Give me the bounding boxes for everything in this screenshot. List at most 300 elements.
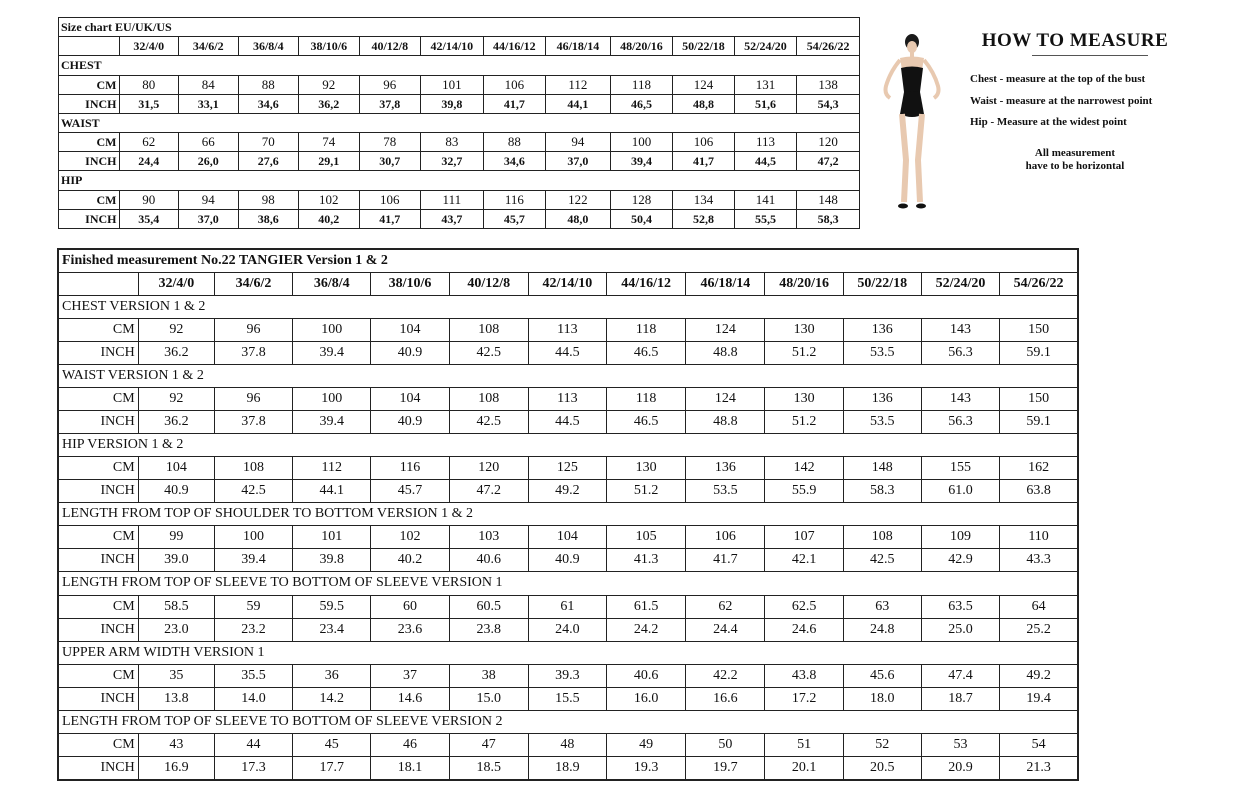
table-cell: 24.0 xyxy=(528,618,606,641)
unit-label: CM xyxy=(58,388,138,411)
table-cell: 110 xyxy=(1000,526,1078,549)
size-header-cell: 34/6/2 xyxy=(214,273,292,296)
table-cell: 23.8 xyxy=(449,618,528,641)
table-cell: 42.5 xyxy=(449,342,528,365)
size-header-cell: 40/12/8 xyxy=(359,37,421,56)
table-cell: 98 xyxy=(238,190,299,209)
unit-label: INCH xyxy=(58,549,138,572)
table-cell: 18.5 xyxy=(449,756,528,780)
table-cell: 62.5 xyxy=(765,595,843,618)
table-cell: 118 xyxy=(607,388,686,411)
size-header-corner xyxy=(58,273,138,296)
section-label: CHEST VERSION 1 & 2 xyxy=(58,296,1078,319)
table-cell: 48,0 xyxy=(546,209,611,228)
table-cell: 13.8 xyxy=(138,687,214,710)
table-cell: 36,2 xyxy=(299,94,360,113)
table-cell: 46,5 xyxy=(610,94,673,113)
section-label: WAIST VERSION 1 & 2 xyxy=(58,365,1078,388)
table-cell: 101 xyxy=(421,75,484,94)
table-cell: 53.5 xyxy=(843,411,921,434)
section-row xyxy=(58,434,1078,457)
table-cell: 17.7 xyxy=(293,756,371,780)
table-cell: 52 xyxy=(843,733,921,756)
table-cell: 92 xyxy=(138,319,214,342)
table-row xyxy=(59,94,860,113)
section-row xyxy=(59,171,860,190)
unit-label: CM xyxy=(58,733,138,756)
table-cell: 84 xyxy=(179,75,239,94)
table-cell: 49.2 xyxy=(1000,664,1078,687)
table-cell: 43 xyxy=(138,733,214,756)
table-cell: 43,7 xyxy=(421,209,484,228)
table-cell: 41,7 xyxy=(673,152,735,171)
unit-label: INCH xyxy=(59,209,120,228)
table-cell: 48,8 xyxy=(673,94,735,113)
table-cell: 113 xyxy=(528,319,606,342)
table-cell: 64 xyxy=(1000,595,1078,618)
table-cell: 48 xyxy=(528,733,606,756)
table-cell: 118 xyxy=(607,319,686,342)
table-cell: 45.7 xyxy=(371,480,449,503)
table-row xyxy=(59,190,860,209)
table-cell: 43.8 xyxy=(765,664,843,687)
table-row xyxy=(58,457,1078,480)
table-cell: 39.0 xyxy=(138,549,214,572)
table-row xyxy=(58,664,1078,687)
table-cell: 16.9 xyxy=(138,756,214,780)
table-cell: 44.5 xyxy=(528,411,606,434)
waist-instruction: Waist - measure at the narrowest point xyxy=(970,95,1153,107)
table-row xyxy=(58,319,1078,342)
table-cell: 23.6 xyxy=(371,618,449,641)
table-cell: 14.2 xyxy=(293,687,371,710)
table-cell: 15.5 xyxy=(528,687,606,710)
table-cell: 34,6 xyxy=(483,152,546,171)
size-header-cell: 32/4/0 xyxy=(119,37,179,56)
table-cell: 131 xyxy=(734,75,797,94)
size-header-cell: 36/8/4 xyxy=(293,273,371,296)
table-cell: 155 xyxy=(921,457,999,480)
table-cell: 19.7 xyxy=(686,756,765,780)
table-cell: 130 xyxy=(765,388,843,411)
table-cell: 113 xyxy=(734,133,797,152)
table-cell: 46.5 xyxy=(607,342,686,365)
table-row xyxy=(58,526,1078,549)
section-label: LENGTH FROM TOP OF SLEEVE TO BOTTOM OF SLEEVE VERSION 2 xyxy=(58,710,1078,733)
table-cell: 42.9 xyxy=(921,549,999,572)
table-cell: 23.2 xyxy=(214,618,292,641)
table-cell: 78 xyxy=(359,133,421,152)
table-cell: 31,5 xyxy=(119,94,179,113)
section-label: CHEST xyxy=(59,56,860,75)
table-cell: 51 xyxy=(765,733,843,756)
table-cell: 42.5 xyxy=(449,411,528,434)
section-row xyxy=(59,56,860,75)
table-row xyxy=(58,595,1078,618)
table-cell: 108 xyxy=(843,526,921,549)
size-header-cell: 46/18/14 xyxy=(686,273,765,296)
size-header-cell: 50/22/18 xyxy=(673,37,735,56)
table-cell: 116 xyxy=(483,190,546,209)
size-header-cell: 42/14/10 xyxy=(421,37,484,56)
table-cell: 111 xyxy=(421,190,484,209)
table-cell: 42.5 xyxy=(843,549,921,572)
table-cell: 130 xyxy=(765,319,843,342)
table-cell: 37 xyxy=(371,664,449,687)
table-cell: 29,1 xyxy=(299,152,360,171)
table-cell: 62 xyxy=(686,595,765,618)
table-cell: 50 xyxy=(686,733,765,756)
table-cell: 60.5 xyxy=(449,595,528,618)
table-cell: 136 xyxy=(686,457,765,480)
table-cell: 59.1 xyxy=(1000,342,1078,365)
unit-label: CM xyxy=(58,664,138,687)
table-cell: 59 xyxy=(214,595,292,618)
table-cell: 108 xyxy=(214,457,292,480)
section-label: LENGTH FROM TOP OF SLEEVE TO BOTTOM OF SLEEVE VERSION 1 xyxy=(58,572,1078,595)
table-cell: 96 xyxy=(359,75,421,94)
table-cell: 17.2 xyxy=(765,687,843,710)
table-cell: 46 xyxy=(371,733,449,756)
table-cell: 39.8 xyxy=(293,549,371,572)
table-cell: 136 xyxy=(843,319,921,342)
table-cell: 105 xyxy=(607,526,686,549)
unit-label: INCH xyxy=(58,618,138,641)
table-cell: 55.9 xyxy=(765,480,843,503)
table-row xyxy=(59,209,860,228)
table-cell: 63.8 xyxy=(1000,480,1078,503)
table-cell: 51.2 xyxy=(765,411,843,434)
table-cell: 14.0 xyxy=(214,687,292,710)
table-cell: 112 xyxy=(546,75,611,94)
unit-label: INCH xyxy=(58,756,138,780)
table-cell: 124 xyxy=(673,75,735,94)
size-header-cell: 54/26/22 xyxy=(797,37,860,56)
table-cell: 104 xyxy=(371,388,449,411)
size-header-cell: 44/16/12 xyxy=(483,37,546,56)
table-title-row xyxy=(59,18,860,37)
size-header-cell: 50/22/18 xyxy=(843,273,921,296)
table-cell: 42.5 xyxy=(214,480,292,503)
table-cell: 39.4 xyxy=(293,411,371,434)
table-cell: 51.2 xyxy=(607,480,686,503)
table-cell: 26,0 xyxy=(179,152,239,171)
section-label: LENGTH FROM TOP OF SHOULDER TO BOTTOM VERSION 1 & 2 xyxy=(58,503,1078,526)
size-header-cell: 48/20/16 xyxy=(765,273,843,296)
table-cell: 90 xyxy=(119,190,179,209)
table-cell: 92 xyxy=(299,75,360,94)
table-row xyxy=(58,480,1078,503)
table-cell: 51.2 xyxy=(765,342,843,365)
table-cell: 16.6 xyxy=(686,687,765,710)
chest-instruction: Chest - measure at the top of the bust xyxy=(970,73,1146,85)
table-cell: 43.3 xyxy=(1000,549,1078,572)
table-cell: 128 xyxy=(610,190,673,209)
table-cell: 125 xyxy=(528,457,606,480)
table-cell: 66 xyxy=(179,133,239,152)
section-row xyxy=(59,113,860,132)
table-cell: 37.8 xyxy=(214,342,292,365)
table-cell: 100 xyxy=(214,526,292,549)
unit-label: INCH xyxy=(59,152,120,171)
table-cell: 47.2 xyxy=(449,480,528,503)
table-row xyxy=(58,388,1078,411)
table-cell: 106 xyxy=(673,133,735,152)
table-cell: 83 xyxy=(421,133,484,152)
table-cell: 150 xyxy=(1000,319,1078,342)
unit-label: CM xyxy=(58,526,138,549)
table-cell: 41,7 xyxy=(483,94,546,113)
section-label: HIP VERSION 1 & 2 xyxy=(58,434,1078,457)
table-row xyxy=(59,133,860,152)
table-cell: 18.0 xyxy=(843,687,921,710)
table-cell: 88 xyxy=(238,75,299,94)
table-cell: 136 xyxy=(843,388,921,411)
table-cell: 37,0 xyxy=(546,152,611,171)
horizontal-note xyxy=(990,147,1160,173)
table-cell: 108 xyxy=(449,319,528,342)
table-cell: 61 xyxy=(528,595,606,618)
size-header-cell: 46/18/14 xyxy=(546,37,611,56)
table-cell: 88 xyxy=(483,133,546,152)
table-cell: 32,7 xyxy=(421,152,484,171)
table-cell: 45,7 xyxy=(483,209,546,228)
size-header-cell: 52/24/20 xyxy=(921,273,999,296)
table-cell: 54 xyxy=(1000,733,1078,756)
table-cell: 20.1 xyxy=(765,756,843,780)
table-cell: 124 xyxy=(686,388,765,411)
table-cell: 16.0 xyxy=(607,687,686,710)
table-cell: 94 xyxy=(179,190,239,209)
unit-label: CM xyxy=(59,133,120,152)
table-cell: 53.5 xyxy=(686,480,765,503)
table-cell: 40.6 xyxy=(449,549,528,572)
table-cell: 124 xyxy=(686,319,765,342)
table-cell: 52,8 xyxy=(673,209,735,228)
table-cell: 142 xyxy=(765,457,843,480)
table-cell: 100 xyxy=(293,319,371,342)
section-label: HIP xyxy=(59,171,860,190)
title-underline xyxy=(1032,55,1148,56)
table-cell: 44,1 xyxy=(546,94,611,113)
table-cell: 120 xyxy=(797,133,860,152)
table-cell: 42.1 xyxy=(765,549,843,572)
section-row xyxy=(58,296,1078,319)
table-cell: 39,8 xyxy=(421,94,484,113)
table-cell: 92 xyxy=(138,388,214,411)
table-cell: 162 xyxy=(1000,457,1078,480)
table-cell: 120 xyxy=(449,457,528,480)
table-cell: 25.0 xyxy=(921,618,999,641)
table-cell: 45 xyxy=(293,733,371,756)
table-cell: 53 xyxy=(921,733,999,756)
table-cell: 46.5 xyxy=(607,411,686,434)
table-cell: 40.9 xyxy=(371,342,449,365)
size-header-cell: 44/16/12 xyxy=(607,273,686,296)
table-cell: 63.5 xyxy=(921,595,999,618)
table-cell: 118 xyxy=(610,75,673,94)
note-line-1: All measurement xyxy=(1034,147,1116,159)
table-row xyxy=(59,152,860,171)
section-row xyxy=(58,710,1078,733)
table-cell: 96 xyxy=(214,388,292,411)
section-row xyxy=(58,365,1078,388)
table-cell: 50,4 xyxy=(610,209,673,228)
unit-label: CM xyxy=(59,190,120,209)
table-cell: 36.2 xyxy=(138,411,214,434)
size-header-cell: 38/10/6 xyxy=(299,37,360,56)
table-cell: 56.3 xyxy=(921,342,999,365)
table-cell: 62 xyxy=(119,133,179,152)
table-cell: 24.4 xyxy=(686,618,765,641)
unit-label: CM xyxy=(58,595,138,618)
table-cell: 96 xyxy=(214,319,292,342)
table-cell: 42.2 xyxy=(686,664,765,687)
section-row xyxy=(58,503,1078,526)
table-cell: 44.5 xyxy=(528,342,606,365)
table-cell: 39,4 xyxy=(610,152,673,171)
table-cell: 34,6 xyxy=(238,94,299,113)
table-cell: 25.2 xyxy=(1000,618,1078,641)
table-cell: 19.3 xyxy=(607,756,686,780)
table-cell: 18.7 xyxy=(921,687,999,710)
table-cell: 113 xyxy=(528,388,606,411)
table-row xyxy=(58,549,1078,572)
section-row xyxy=(58,641,1078,664)
table-cell: 15.0 xyxy=(449,687,528,710)
table-cell: 60 xyxy=(371,595,449,618)
table-cell: 44 xyxy=(214,733,292,756)
table-cell: 54,3 xyxy=(797,94,860,113)
table-cell: 74 xyxy=(299,133,360,152)
table-cell: 18.1 xyxy=(371,756,449,780)
table-cell: 103 xyxy=(449,526,528,549)
size-header-cell: 38/10/6 xyxy=(371,273,449,296)
size-header-row xyxy=(59,37,860,56)
table-cell: 58.3 xyxy=(843,480,921,503)
table-cell: 99 xyxy=(138,526,214,549)
size-header-cell: 32/4/0 xyxy=(138,273,214,296)
table-cell: 47 xyxy=(449,733,528,756)
table-cell: 122 xyxy=(546,190,611,209)
unit-label: CM xyxy=(58,457,138,480)
table-cell: 27,6 xyxy=(238,152,299,171)
size-header-cell: 52/24/20 xyxy=(734,37,797,56)
table-cell: 104 xyxy=(138,457,214,480)
table-cell: 44.1 xyxy=(293,480,371,503)
table-cell: 33,1 xyxy=(179,94,239,113)
table-cell: 20.9 xyxy=(921,756,999,780)
section-row xyxy=(58,572,1078,595)
table-cell: 24.2 xyxy=(607,618,686,641)
table-cell: 104 xyxy=(528,526,606,549)
size-chart-table xyxy=(58,17,860,229)
table-row xyxy=(58,733,1078,756)
table-cell: 39.4 xyxy=(214,549,292,572)
table-cell: 40.9 xyxy=(528,549,606,572)
unit-label: INCH xyxy=(58,411,138,434)
table-cell: 49.2 xyxy=(528,480,606,503)
size-header-cell: 36/8/4 xyxy=(238,37,299,56)
table-row xyxy=(58,687,1078,710)
table-cell: 141 xyxy=(734,190,797,209)
table-cell: 134 xyxy=(673,190,735,209)
unit-label: INCH xyxy=(58,342,138,365)
table-cell: 63 xyxy=(843,595,921,618)
table-row xyxy=(58,756,1078,780)
table-cell: 21.3 xyxy=(1000,756,1078,780)
table-cell: 20.5 xyxy=(843,756,921,780)
size-header-corner xyxy=(59,37,120,56)
table-cell: 56.3 xyxy=(921,411,999,434)
size-header-cell: 48/20/16 xyxy=(610,37,673,56)
table-cell: 37.8 xyxy=(214,411,292,434)
table-cell: 41.7 xyxy=(686,549,765,572)
table-cell: 47.4 xyxy=(921,664,999,687)
table-cell: 106 xyxy=(686,526,765,549)
table-cell: 24.8 xyxy=(843,618,921,641)
section-label: WAIST xyxy=(59,113,860,132)
table-cell: 40,2 xyxy=(299,209,360,228)
table-cell: 49 xyxy=(607,733,686,756)
table-cell: 40.2 xyxy=(371,549,449,572)
table-cell: 45.6 xyxy=(843,664,921,687)
table-cell: 106 xyxy=(359,190,421,209)
table-cell: 102 xyxy=(371,526,449,549)
table-cell: 80 xyxy=(119,75,179,94)
how-to-measure-title: HOW TO MEASURE xyxy=(981,30,1169,51)
table-cell: 70 xyxy=(238,133,299,152)
table-cell: 47,2 xyxy=(797,152,860,171)
table-cell: 37,0 xyxy=(179,209,239,228)
size-header-cell: 54/26/22 xyxy=(1000,273,1078,296)
table-cell: 30,7 xyxy=(359,152,421,171)
table-row xyxy=(58,618,1078,641)
table-cell: 94 xyxy=(546,133,611,152)
note-line-2: have to be horizontal xyxy=(1025,160,1125,172)
table-cell: 23.4 xyxy=(293,618,371,641)
table-cell: 100 xyxy=(610,133,673,152)
table-cell: 58.5 xyxy=(138,595,214,618)
size-header-cell: 40/12/8 xyxy=(449,273,528,296)
table-cell: 109 xyxy=(921,526,999,549)
section-label: UPPER ARM WIDTH VERSION 1 xyxy=(58,641,1078,664)
table-row xyxy=(59,75,860,94)
table-cell: 59.1 xyxy=(1000,411,1078,434)
table-cell: 53.5 xyxy=(843,342,921,365)
table-cell: 148 xyxy=(797,190,860,209)
table-cell: 38,6 xyxy=(238,209,299,228)
table-cell: 35 xyxy=(138,664,214,687)
table-cell: 23.0 xyxy=(138,618,214,641)
table-cell: 148 xyxy=(843,457,921,480)
table-title: Finished measurement No.22 TANGIER Version 1 & 2 xyxy=(58,249,1078,273)
table-cell: 61.0 xyxy=(921,480,999,503)
table-cell: 107 xyxy=(765,526,843,549)
table-cell: 41.3 xyxy=(607,549,686,572)
table-cell: 58,3 xyxy=(797,209,860,228)
finished-measurement-table xyxy=(57,248,1079,781)
table-cell: 24,4 xyxy=(119,152,179,171)
table-cell: 138 xyxy=(797,75,860,94)
table-cell: 24.6 xyxy=(765,618,843,641)
table-cell: 102 xyxy=(299,190,360,209)
table-cell: 48.8 xyxy=(686,411,765,434)
table-cell: 108 xyxy=(449,388,528,411)
unit-label: CM xyxy=(58,319,138,342)
table-cell: 100 xyxy=(293,388,371,411)
table-row xyxy=(58,342,1078,365)
